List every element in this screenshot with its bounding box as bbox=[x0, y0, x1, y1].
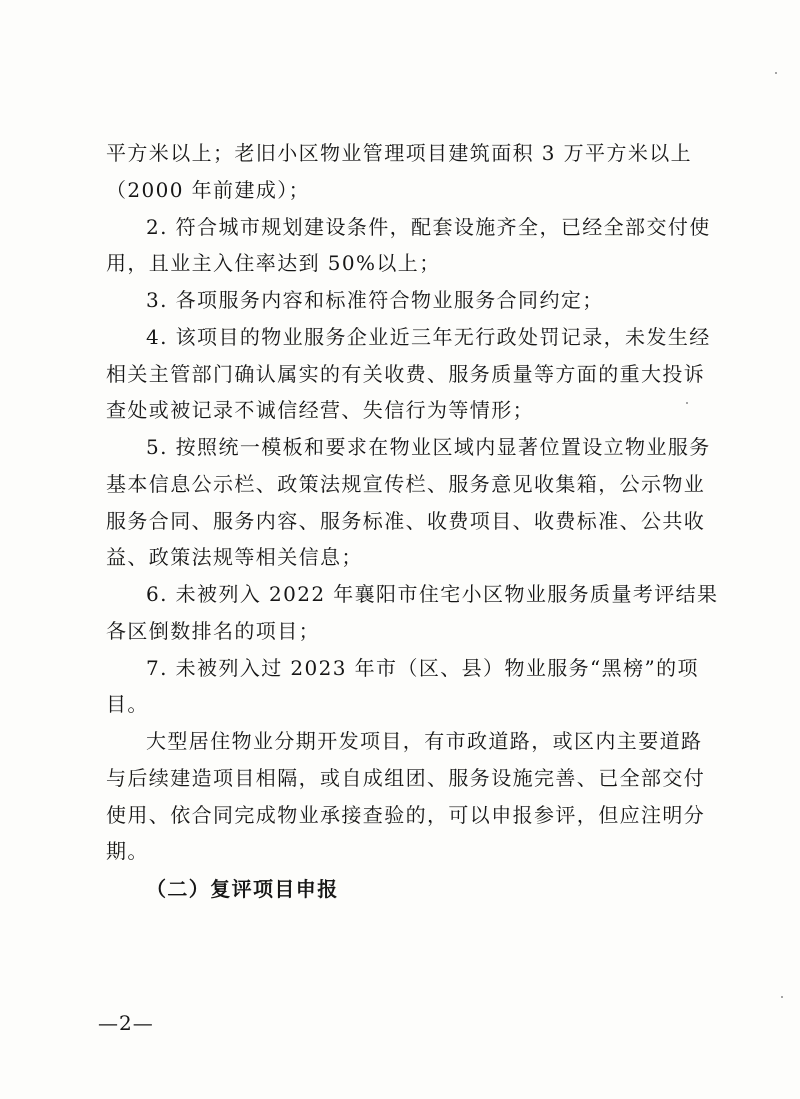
text-line: 7. 未被列入过 2023 年市（区、县）物业服务“黑榜”的项 bbox=[146, 656, 699, 680]
page-number: —2— bbox=[98, 1011, 154, 1035]
text-line: 服务合同、服务内容、服务标准、收费项目、收费标准、公共收 bbox=[106, 509, 706, 533]
text-line: 5. 按照统一模板和要求在物业区域内显著位置设立物业服务 bbox=[146, 435, 711, 459]
text-line: 平方米以上；老旧小区物业管理项目建筑面积 3 万平方米以上 bbox=[106, 141, 693, 165]
text-line: 与后续建造项目相隔，或自成组团、服务设施完善、已全部交付 bbox=[106, 766, 706, 790]
scan-speck bbox=[775, 72, 777, 74]
text-line: 查处或被记录不诚信经营、失信行为等情形； bbox=[106, 398, 534, 422]
text-line: 使用、依合同完成物业承接查验的，可以申报参评，但应注明分 bbox=[106, 803, 706, 827]
text-line: 大型居住物业分期开发项目，有市政道路，或区内主要道路 bbox=[146, 729, 703, 753]
scan-speck bbox=[686, 402, 688, 404]
text-line: 期。 bbox=[106, 839, 149, 863]
text-line: 3. 各项服务内容和标准符合物业服务合同约定； bbox=[146, 288, 604, 312]
text-line: 4. 该项目的物业服务企业近三年无行政处罚记录，未发生经 bbox=[146, 325, 711, 349]
text-line: 2. 符合城市规划建设条件，配套设施齐全，已经全部交付使 bbox=[146, 215, 711, 239]
text-line: 益、政策法规等相关信息； bbox=[106, 545, 363, 569]
section-heading: （二）复评项目申报 bbox=[146, 877, 339, 901]
text-line: 各区倒数排名的项目； bbox=[106, 619, 320, 643]
text-line: 6. 未被列入 2022 年襄阳市住宅小区物业服务质量考评结果 bbox=[146, 582, 719, 606]
text-line: 基本信息公示栏、政策法规宣传栏、服务意见收集箱，公示物业 bbox=[106, 472, 706, 496]
text-line: 用，且业主入住率达到 50%以上； bbox=[106, 251, 441, 275]
text-line: 相关主管部门确认属实的有关收费、服务质量等方面的重大投诉 bbox=[106, 362, 706, 386]
text-line: 目。 bbox=[106, 692, 149, 716]
text-line: （2000 年前建成）； bbox=[106, 178, 311, 202]
scan-speck bbox=[781, 996, 783, 998]
